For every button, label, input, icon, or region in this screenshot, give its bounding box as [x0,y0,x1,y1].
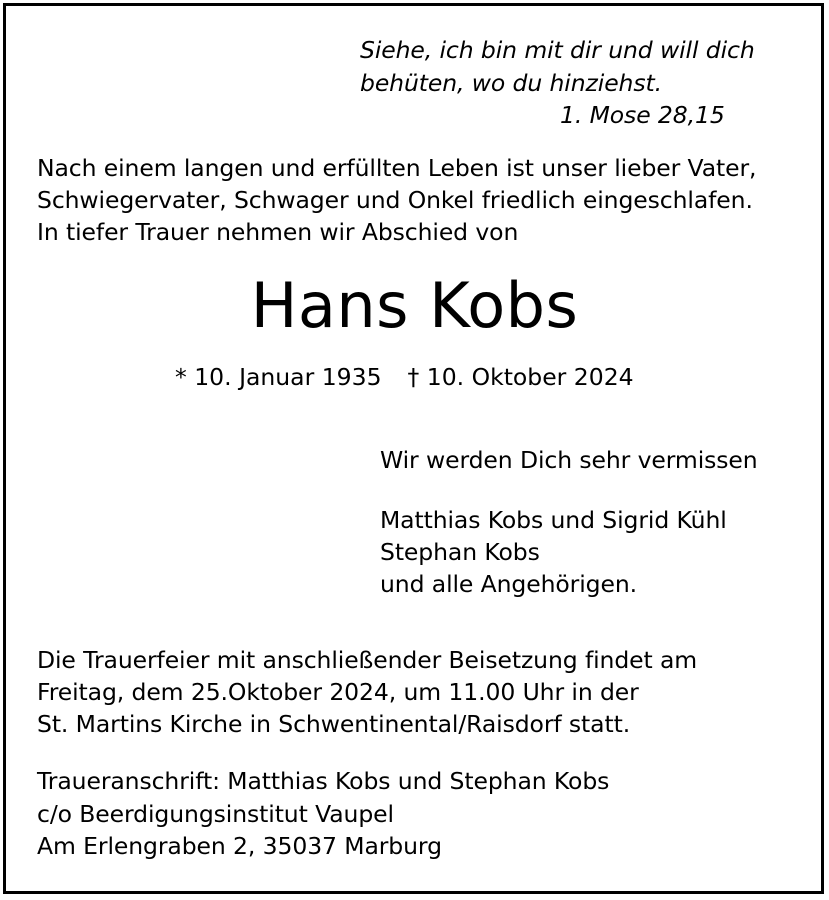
motto-line-2: behüten, wo du hinziehst. [360,69,662,97]
address-line-2: c/o Beerdigungsinstitut Vaupel [37,800,394,828]
birth-date: * 10. Januar 1935 [175,363,382,391]
deceased-name: Hans Kobs [250,269,579,342]
farewell-line: Wir werden Dich sehr vermissen [380,446,758,474]
address-line-1: Traueranschrift: Matthias Kobs und Stephan Kobs [37,767,610,795]
life-dates [175,361,634,393]
ceremony-line-3: St. Martins Kirche in Schwentinental/Raisdorf statt. [37,710,631,738]
intro-line-2: Schwiegervater, Schwager und Onkel friedlich eingeschlafen. [37,186,753,214]
intro-line-3: In tiefer Trauer nehmen wir Abschied von [37,218,519,246]
mourners-line-1: Matthias Kobs und Sigrid Kühl [380,506,727,534]
motto-line-1: Siehe, ich bin mit dir und will dich [360,36,755,64]
ceremony-line-1: Die Trauerfeier mit anschließender Beisetzung findet am [37,646,698,674]
intro-line-1: Nach einem langen und erfüllten Leben ist unser lieber Vater, [37,154,757,182]
death-date: † 10. Oktober 2024 [407,363,634,391]
ceremony-line-2: Freitag, dem 25.Oktober 2024, um 11.00 Uhr in der [37,678,639,706]
mourners-line-3: und alle Angehörigen. [380,570,638,598]
address-line-3: Am Erlengraben 2, 35037 Marburg [37,832,442,860]
motto-reference: 1. Mose 28,15 [560,101,725,129]
mourners-line-2: Stephan Kobs [380,538,540,566]
